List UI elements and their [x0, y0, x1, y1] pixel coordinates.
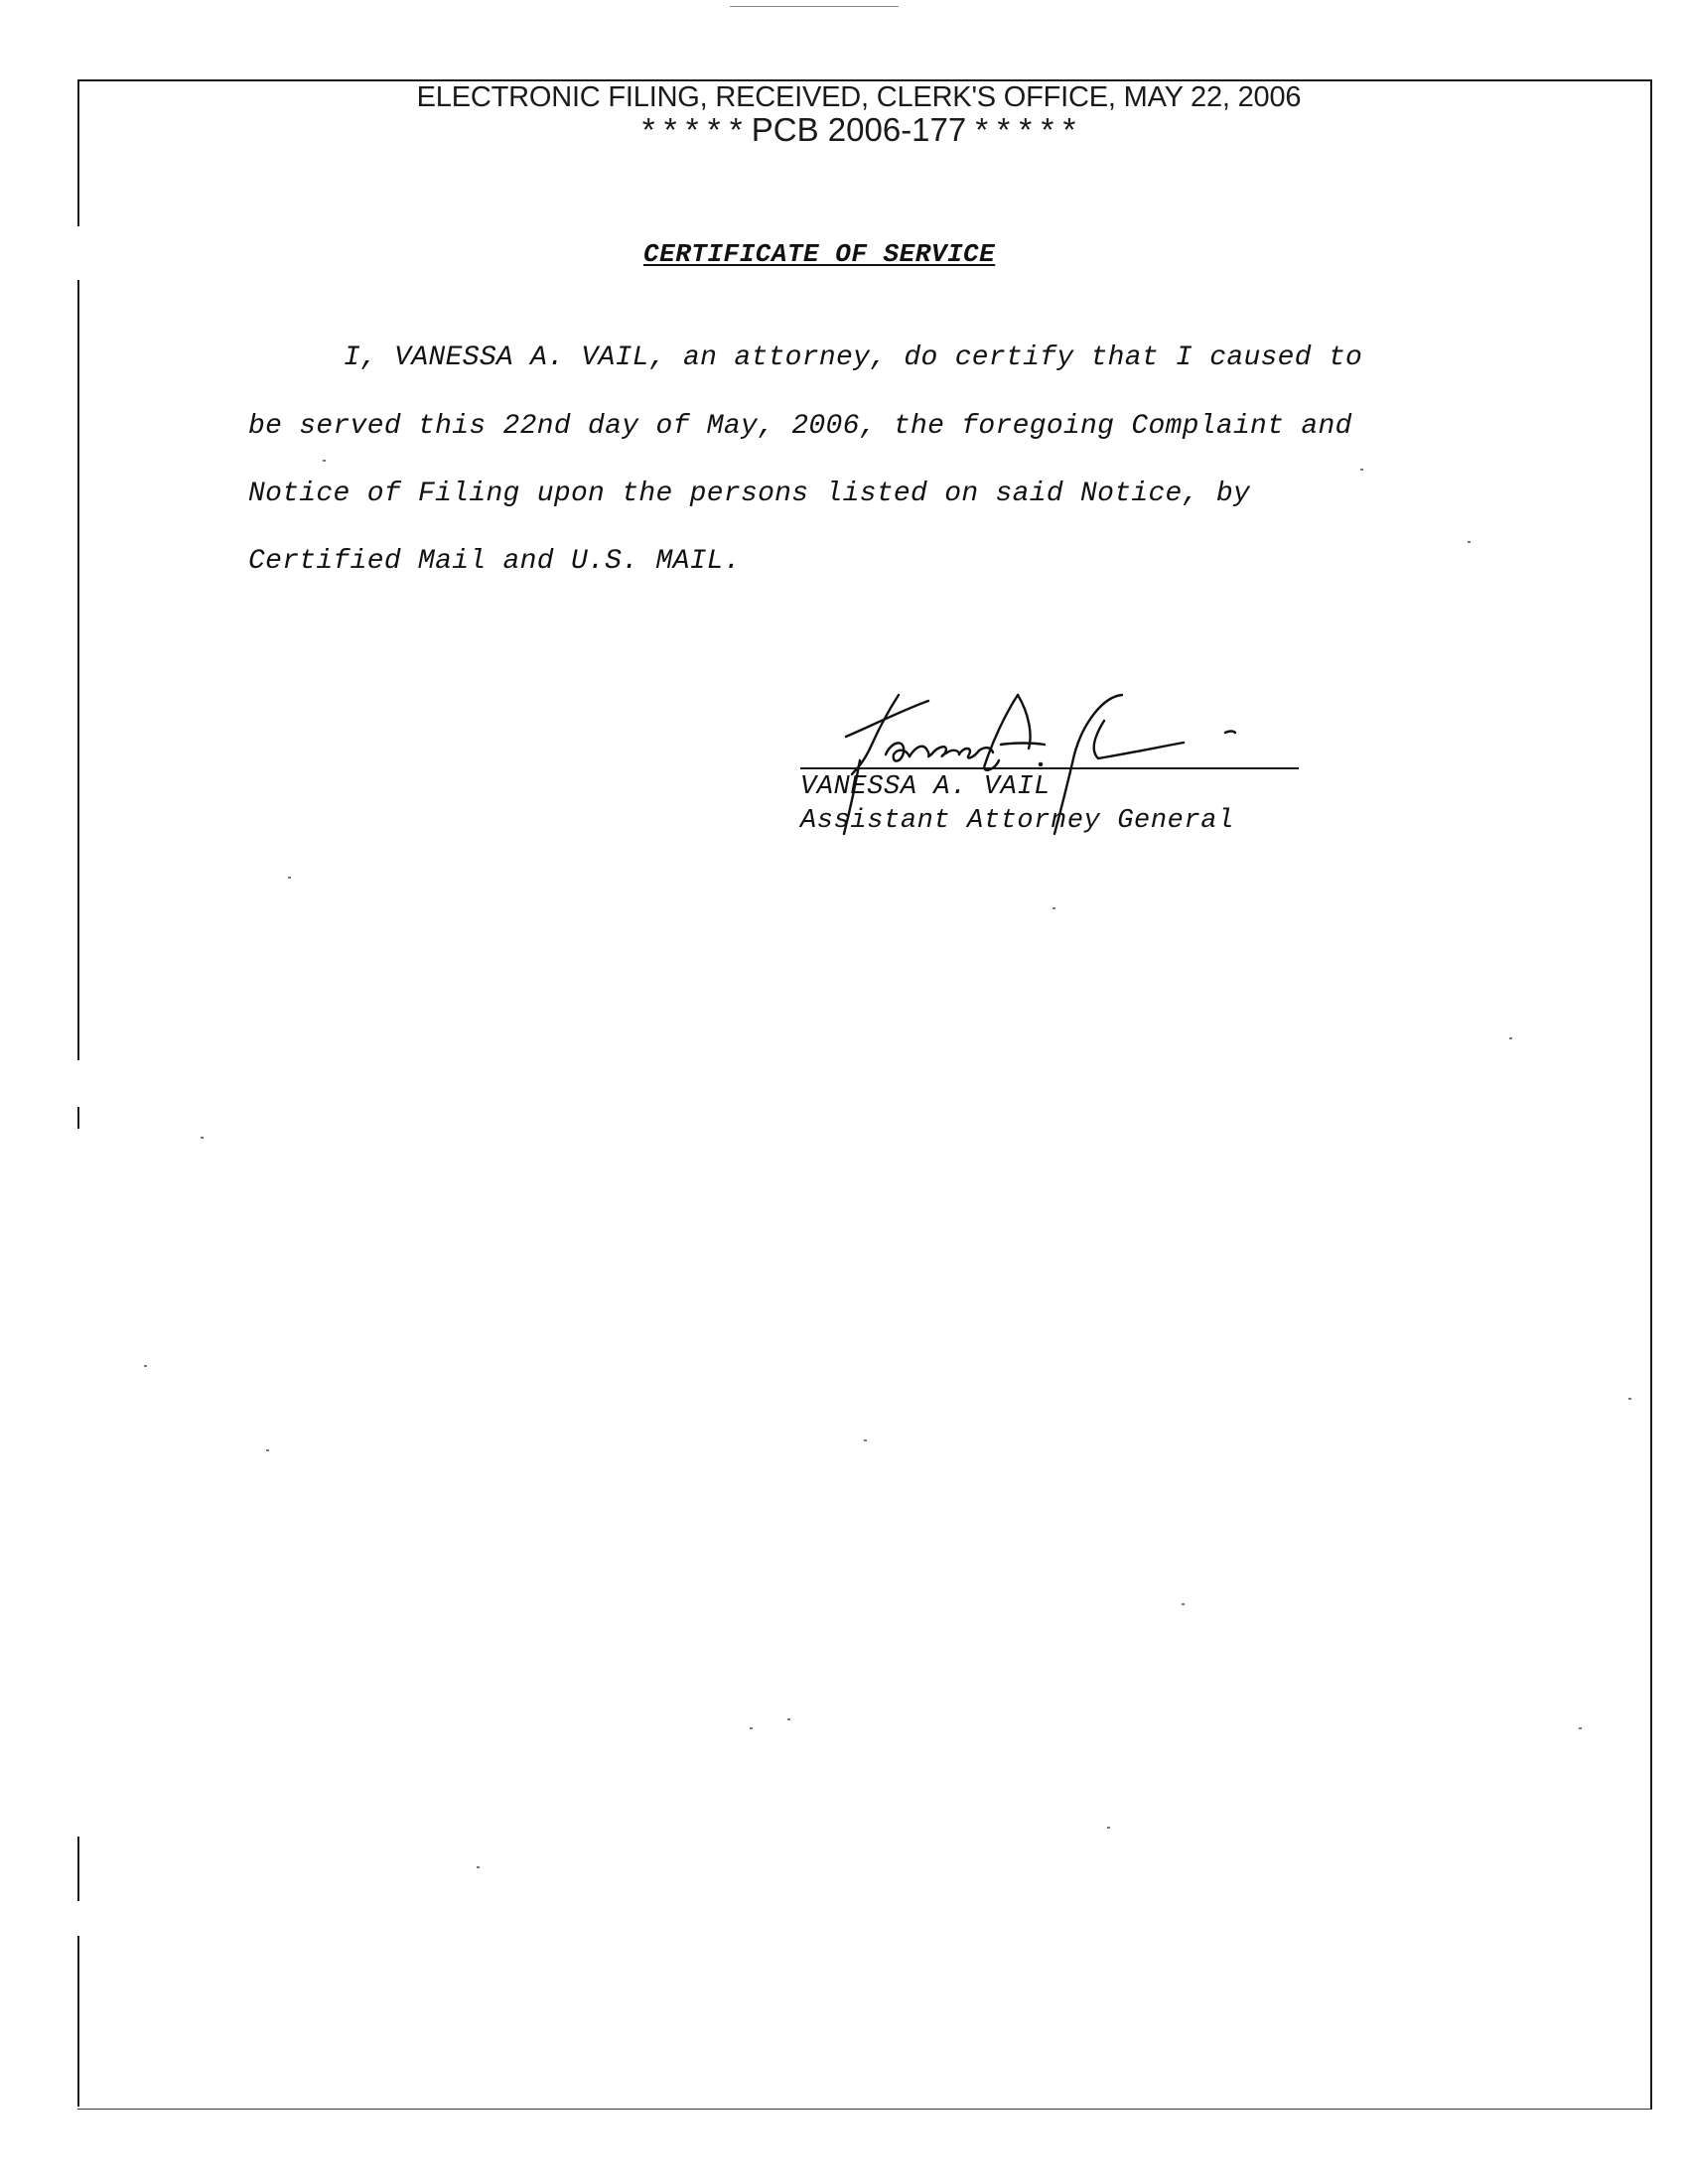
scan-speck: [750, 1727, 753, 1729]
signatory-name: VANESSA A. VAIL: [800, 772, 1052, 802]
certificate-body-line-2: be served this 22nd day of May, 2006, the foregoing Complaint and: [248, 411, 1352, 442]
left-border-segment: [77, 1107, 79, 1129]
scan-speck: [1579, 1727, 1582, 1729]
page-border: [77, 79, 1652, 2110]
scan-speck: [864, 1439, 867, 1441]
scan-speck: [787, 1718, 790, 1720]
scan-speck: [201, 1137, 204, 1139]
scan-speck: [1360, 469, 1363, 471]
scan-speck: [266, 1449, 269, 1451]
certificate-title: CERTIFICATE OF SERVICE: [643, 239, 996, 269]
filing-stamp-case-number: * * * * * PCB 2006-177 * * * * *: [641, 111, 1076, 148]
certificate-body-line-4: Certified Mail and U.S. MAIL.: [248, 546, 741, 577]
scan-speck: [1509, 1037, 1512, 1039]
scan-speck: [323, 460, 326, 462]
scan-speck: [477, 1866, 480, 1868]
scan-speck: [1107, 1827, 1110, 1829]
scan-artifact-top: [730, 6, 899, 7]
filing-stamp-received-line: ELECTRONIC FILING, RECEIVED, CLERK'S OFFICE, MAY 22, 2006: [416, 81, 1302, 113]
filing-stamp: [0, 81, 1684, 147]
left-border-segment: [77, 169, 79, 226]
scan-speck: [144, 1365, 147, 1367]
left-border-segment: [77, 1936, 79, 2107]
scan-speck: [1628, 1398, 1631, 1400]
certificate-body-line-1: I, VANESSA A. VAIL, an attorney, do certify that I caused to: [344, 342, 1363, 373]
scan-speck: [1182, 1603, 1185, 1605]
scan-speck: [288, 877, 291, 879]
certificate-body-line-3: Notice of Filing upon the persons listed on said Notice, by: [248, 478, 1251, 509]
scan-speck: [1052, 907, 1055, 909]
left-border-segment: [77, 280, 79, 1060]
scan-speck: [1468, 541, 1471, 543]
left-border-segment: [77, 1837, 79, 1901]
signatory-title: Assistant Attorney General: [800, 806, 1234, 836]
